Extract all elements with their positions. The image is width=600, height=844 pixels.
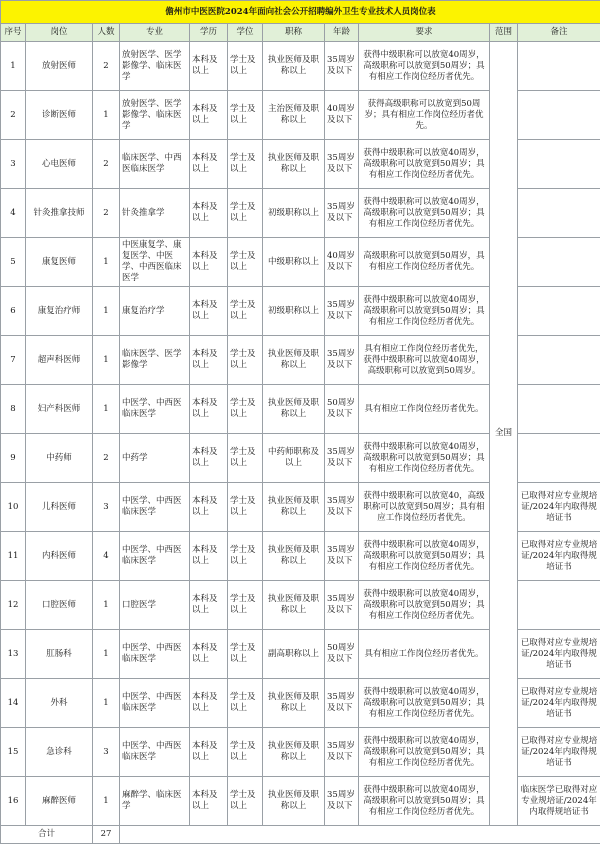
- cell-degree: 学士及以上: [228, 434, 263, 483]
- cell-count: 1: [93, 385, 120, 434]
- title-row: [1, 1, 600, 24]
- cell-number: 3: [1, 140, 26, 189]
- cell-professional-title: 初级职称以上: [263, 287, 325, 336]
- cell-major: 麻醉学、临床医学: [120, 777, 190, 826]
- cell-notes: 已取得对应专业规培证/2024年内取得规培证书: [518, 532, 600, 581]
- cell-number: 6: [1, 287, 26, 336]
- cell-degree: 学士及以上: [228, 42, 263, 91]
- cell-requirements: 高级职称可以放宽到50周岁，具有相应工作岗位经历者优先。: [359, 238, 490, 287]
- cell-post: 麻醉医师: [26, 777, 93, 826]
- cell-education: 本科及以上: [190, 532, 228, 581]
- cell-education: 本科及以上: [190, 238, 228, 287]
- table-title: 儋州市中医医院2024年面向社会公开招聘编外卫生专业技术人员岗位表: [1, 1, 600, 24]
- cell-number: 8: [1, 385, 26, 434]
- cell-post: 超声科医师: [26, 336, 93, 385]
- header-notes: 备注: [518, 24, 600, 42]
- cell-count: 4: [93, 532, 120, 581]
- cell-age: 35周岁及以下: [325, 777, 359, 826]
- cell-professional-title: 执业医师及职称以上: [263, 532, 325, 581]
- cell-education: 本科及以上: [190, 777, 228, 826]
- cell-notes: [518, 91, 600, 140]
- cell-notes: [518, 42, 600, 91]
- cell-number: 13: [1, 630, 26, 679]
- cell-count: 1: [93, 777, 120, 826]
- cell-post: 针灸推拿技师: [26, 189, 93, 238]
- cell-major: 中药学: [120, 434, 190, 483]
- cell-count: 1: [93, 238, 120, 287]
- cell-degree: 学士及以上: [228, 581, 263, 630]
- header-requirements: 要求: [359, 24, 490, 42]
- cell-major: 中医学、中西医临床医学: [120, 385, 190, 434]
- cell-professional-title: 执业医师及职称以上: [263, 140, 325, 189]
- cell-age: 35周岁及以下: [325, 287, 359, 336]
- cell-requirements: 获得中级职称可以放宽40周岁，高级职称可以放宽到50周岁；具有相应工作岗位经历者优先。: [359, 42, 490, 91]
- cell-post: 口腔医师: [26, 581, 93, 630]
- cell-age: 35周岁及以下: [325, 532, 359, 581]
- cell-education: 本科及以上: [190, 42, 228, 91]
- cell-professional-title: 执业医师及职称以上: [263, 728, 325, 777]
- cell-age: 40周岁及以下: [325, 91, 359, 140]
- cell-post: 肛肠科: [26, 630, 93, 679]
- cell-notes: [518, 336, 600, 385]
- cell-degree: 学士及以上: [228, 238, 263, 287]
- header-professional-title: 职称: [263, 24, 325, 42]
- cell-education: 本科及以上: [190, 630, 228, 679]
- total-label: 合计: [1, 826, 93, 844]
- cell-requirements: 获得高级职称可以放宽到50周岁；具有相应工作岗位经历者优先。: [359, 91, 490, 140]
- total-row: [1, 826, 600, 844]
- cell-notes: 已取得对应专业规培证/2024年内取得规培证书: [518, 483, 600, 532]
- cell-education: 本科及以上: [190, 189, 228, 238]
- cell-education: 本科及以上: [190, 287, 228, 336]
- cell-degree: 学士及以上: [228, 679, 263, 728]
- cell-professional-title: 初级职称以上: [263, 189, 325, 238]
- cell-degree: 学士及以上: [228, 189, 263, 238]
- cell-post: 外科: [26, 679, 93, 728]
- cell-degree: 学士及以上: [228, 91, 263, 140]
- cell-number: 16: [1, 777, 26, 826]
- cell-professional-title: 执业医师及职称以上: [263, 777, 325, 826]
- cell-number: 5: [1, 238, 26, 287]
- cell-major: 中医学、中西医临床医学: [120, 728, 190, 777]
- cell-requirements: 获得中级职称可以放宽40周岁，高级职称可以放宽到50周岁；具有相应工作岗位经历者优先。: [359, 434, 490, 483]
- cell-education: 本科及以上: [190, 336, 228, 385]
- cell-professional-title: 主治医师及职称以上: [263, 91, 325, 140]
- cell-post: 心电医师: [26, 140, 93, 189]
- cell-notes: [518, 385, 600, 434]
- cell-count: 1: [93, 581, 120, 630]
- cell-degree: 学士及以上: [228, 728, 263, 777]
- cell-number: 7: [1, 336, 26, 385]
- cell-major: 中医康复学、康复医学、中医学、中西医临床医学: [120, 238, 190, 287]
- cell-requirements: 获得中级职称可以放宽40，高级职称可以放宽到50周岁；具有相应工作岗位经历者优先。: [359, 483, 490, 532]
- header-number: 序号: [1, 24, 26, 42]
- cell-post: 内科医师: [26, 532, 93, 581]
- cell-requirements: 获得中级职称可以放宽40周岁，高级职称可以放宽到50周岁；具有相应工作岗位经历者优先。: [359, 581, 490, 630]
- cell-degree: 学士及以上: [228, 385, 263, 434]
- header-count: 人数: [93, 24, 120, 42]
- cell-professional-title: 执业医师及职称以上: [263, 581, 325, 630]
- cell-count: 1: [93, 630, 120, 679]
- total-empty-cell: [120, 826, 600, 844]
- cell-education: 本科及以上: [190, 581, 228, 630]
- cell-degree: 学士及以上: [228, 287, 263, 336]
- cell-age: 50周岁及以下: [325, 630, 359, 679]
- cell-age: 35周岁及以下: [325, 336, 359, 385]
- cell-age: 35周岁及以下: [325, 679, 359, 728]
- cell-notes: [518, 140, 600, 189]
- cell-education: 本科及以上: [190, 483, 228, 532]
- cell-number: 1: [1, 42, 26, 91]
- cell-age: 35周岁及以下: [325, 434, 359, 483]
- cell-requirements: 具有相应工作岗位经历者优先，获得中级职称可以放宽40周岁，高级职称可以放宽到50周岁。: [359, 336, 490, 385]
- cell-post: 急诊科: [26, 728, 93, 777]
- cell-post: 放射医师: [26, 42, 93, 91]
- cell-post: 康复治疗师: [26, 287, 93, 336]
- cell-age: 35周岁及以下: [325, 728, 359, 777]
- cell-count: 2: [93, 434, 120, 483]
- cell-count: 3: [93, 728, 120, 777]
- cell-education: 本科及以上: [190, 679, 228, 728]
- cell-count: 1: [93, 287, 120, 336]
- cell-number: 14: [1, 679, 26, 728]
- cell-post: 儿科医师: [26, 483, 93, 532]
- cell-notes: [518, 581, 600, 630]
- cell-age: 40周岁及以下: [325, 238, 359, 287]
- cell-age: 50周岁及以下: [325, 385, 359, 434]
- table-row: [1, 42, 600, 91]
- cell-requirements: 获得中级职称可以放宽40周岁，高级职称可以放宽到50周岁；具有相应工作岗位经历者优先。: [359, 777, 490, 826]
- header-education: 学历: [190, 24, 228, 42]
- cell-major: 中医学、中西医临床医学: [120, 483, 190, 532]
- cell-requirements: 获得中级职称可以放宽40周岁，高级职称可以放宽到50周岁；具有相应工作岗位经历者优先。: [359, 532, 490, 581]
- cell-age: 35周岁及以下: [325, 189, 359, 238]
- cell-requirements: 获得中级职称可以放宽40周岁，高级职称可以放宽到50周岁；具有相应工作岗位经历者优先。: [359, 679, 490, 728]
- cell-age: 35周岁及以下: [325, 140, 359, 189]
- cell-professional-title: 执业医师及职称以上: [263, 385, 325, 434]
- cell-major: 中医学、中西医临床医学: [120, 532, 190, 581]
- cell-degree: 学士及以上: [228, 483, 263, 532]
- cell-professional-title: 副高职称以上: [263, 630, 325, 679]
- cell-major: 针灸推拿学: [120, 189, 190, 238]
- cell-requirements: 具有相应工作岗位经历者优先。: [359, 630, 490, 679]
- cell-scope: 全国: [490, 42, 518, 826]
- cell-notes: 已取得对应专业规培证/2024年内取得规培证书: [518, 728, 600, 777]
- cell-requirements: 获得中级职称可以放宽40周岁，高级职称可以放宽到50周岁；具有相应工作岗位经历者优先。: [359, 140, 490, 189]
- header-post: 岗位: [26, 24, 93, 42]
- cell-notes: 已取得对应专业规培证/2024年内取得规培证书: [518, 679, 600, 728]
- cell-professional-title: 中药师职称及以上: [263, 434, 325, 483]
- total-count: 27: [93, 826, 120, 844]
- cell-notes: 已取得对应专业规培证/2024年内取得规培证书: [518, 630, 600, 679]
- cell-education: 本科及以上: [190, 140, 228, 189]
- cell-education: 本科及以上: [190, 91, 228, 140]
- cell-education: 本科及以上: [190, 385, 228, 434]
- header-age: 年龄: [325, 24, 359, 42]
- cell-age: 35周岁及以下: [325, 483, 359, 532]
- cell-count: 2: [93, 189, 120, 238]
- cell-major: 放射医学、医学影像学、临床医学: [120, 91, 190, 140]
- cell-education: 本科及以上: [190, 434, 228, 483]
- cell-degree: 学士及以上: [228, 777, 263, 826]
- cell-requirements: 获得中级职称可以放宽40周岁，高级职称可以放宽到50周岁；具有相应工作岗位经历者优先。: [359, 728, 490, 777]
- cell-requirements: 具有相应工作岗位经历者优先。: [359, 385, 490, 434]
- cell-degree: 学士及以上: [228, 532, 263, 581]
- cell-professional-title: 执业医师及职称以上: [263, 336, 325, 385]
- cell-post: 中药师: [26, 434, 93, 483]
- cell-count: 1: [93, 91, 120, 140]
- cell-major: 放射医学、医学影像学、临床医学: [120, 42, 190, 91]
- cell-education: 本科及以上: [190, 728, 228, 777]
- header-degree: 学位: [228, 24, 263, 42]
- cell-professional-title: 中级职称以上: [263, 238, 325, 287]
- cell-number: 4: [1, 189, 26, 238]
- cell-degree: 学士及以上: [228, 630, 263, 679]
- cell-age: 35周岁及以下: [325, 42, 359, 91]
- cell-professional-title: 执业医师及职称以上: [263, 483, 325, 532]
- cell-count: 2: [93, 42, 120, 91]
- cell-notes: [518, 189, 600, 238]
- cell-number: 11: [1, 532, 26, 581]
- header-major: 专业: [120, 24, 190, 42]
- cell-professional-title: 执业医师及职称以上: [263, 679, 325, 728]
- cell-notes: [518, 287, 600, 336]
- cell-number: 10: [1, 483, 26, 532]
- cell-number: 12: [1, 581, 26, 630]
- cell-major: 康复治疗学: [120, 287, 190, 336]
- header-scope: 范围: [490, 24, 518, 42]
- cell-number: 9: [1, 434, 26, 483]
- cell-degree: 学士及以上: [228, 140, 263, 189]
- cell-notes: 临床医学已取得对应专业规培证/2024年内取得规培证书: [518, 777, 600, 826]
- header-row: [1, 24, 600, 42]
- cell-number: 15: [1, 728, 26, 777]
- cell-count: 3: [93, 483, 120, 532]
- cell-requirements: 获得中级职称可以放宽40周岁，高级职称可以放宽到50周岁；具有相应工作岗位经历者优先。: [359, 189, 490, 238]
- cell-notes: [518, 238, 600, 287]
- cell-major: 临床医学、医学影像学: [120, 336, 190, 385]
- cell-requirements: 获得中级职称可以放宽40周岁，高级职称可以放宽到50周岁；具有相应工作岗位经历者优先。: [359, 287, 490, 336]
- cell-count: 1: [93, 679, 120, 728]
- cell-notes: [518, 434, 600, 483]
- cell-major: 口腔医学: [120, 581, 190, 630]
- cell-post: 诊断医师: [26, 91, 93, 140]
- cell-number: 2: [1, 91, 26, 140]
- cell-major: 中医学、中西医临床医学: [120, 630, 190, 679]
- cell-post: 康复医师: [26, 238, 93, 287]
- cell-count: 2: [93, 140, 120, 189]
- cell-post: 妇产科医师: [26, 385, 93, 434]
- cell-major: 中医学、中西医临床医学: [120, 679, 190, 728]
- cell-degree: 学士及以上: [228, 336, 263, 385]
- cell-major: 临床医学、中西医临床医学: [120, 140, 190, 189]
- cell-age: 35周岁及以下: [325, 581, 359, 630]
- cell-count: 1: [93, 336, 120, 385]
- cell-professional-title: 执业医师及职称以上: [263, 42, 325, 91]
